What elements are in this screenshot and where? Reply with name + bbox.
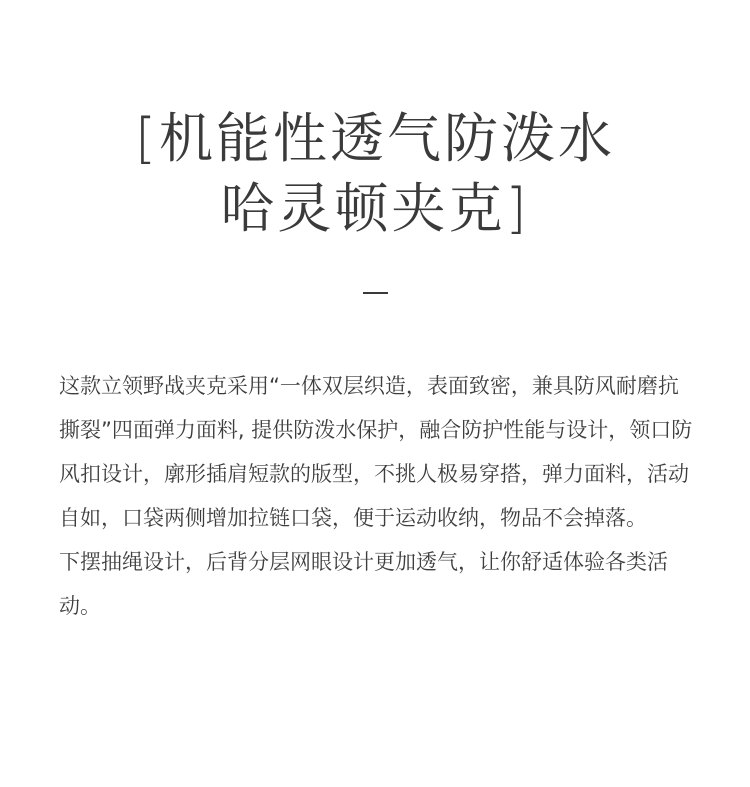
product-title <box>0 104 750 244</box>
title-line-1: [机能性透气防泼水 <box>134 107 616 170</box>
product-description <box>59 364 699 628</box>
title-line-2: 哈灵顿夹克] <box>220 177 530 240</box>
description-paragraph-1: 这款立领野战夹克采用“一体双层织造，表面致密，兼具防风耐磨抗撕裂”四面弹力面料, 提供防泼水保护，融合防护性能与设计，领口防风扣设计，廓形插肩短款的版型，不挑人极易穿搭，弹力面料，活动自如，口袋两侧增加拉链口袋，便于运动收纳，物品不会掉落。 <box>59 374 693 530</box>
divider <box>363 292 388 294</box>
description-paragraph-2: 下摆抽绳设计，后背分层网眼设计更加透气，让你舒适体验各类活动。 <box>59 550 668 618</box>
